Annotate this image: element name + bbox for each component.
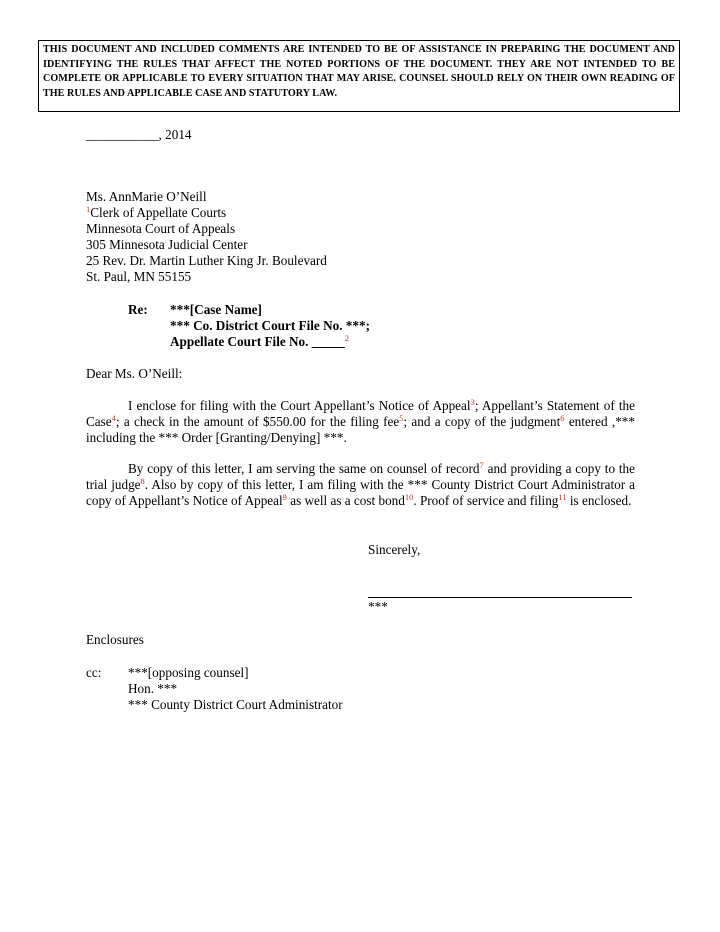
recipient-building: 305 Minnesota Judicial Center [86, 237, 248, 252]
disclaimer-text: THIS DOCUMENT AND INCLUDED COMMENTS ARE INTENDED TO BE OF ASSISTANCE IN PREPARING THE DOCUMENT AND IDENTIFYING THE RULES THAT AFFECT THE NOTED PORTIONS OF THE DOCUMENT. THEY ARE NOT INTENDED TO BE COMPLETE OR APPLICABLE TO EVERY SITUATION THAT MAY ARISE. COUNSEL SHOULD RELY ON THEIR OWN READING OF THE RULES AND APPLICABLE CASE AND STATUTORY LAW. [43, 44, 675, 99]
p2-text-1: By copy of this letter, I am serving the same on counsel of record [128, 461, 480, 476]
re-label: Re: [128, 302, 148, 317]
footnote-marker-9[interactable]: 9 [282, 492, 287, 503]
p2-text-5: . Proof of service and filing [413, 493, 559, 509]
p2-text-4: as well as a cost bond [286, 493, 405, 509]
p1-text-5: entered ,*** including the *** Order [Granting/Denying] ***. [86, 414, 635, 446]
footnote-marker-1[interactable]: 1 [86, 204, 91, 214]
body-paragraph-1 [86, 398, 635, 447]
footnote-marker-5[interactable]: 5 [399, 413, 404, 424]
recipient-org: Minnesota Court of Appeals [86, 221, 236, 236]
footnote-marker-8[interactable]: 8 [140, 476, 145, 487]
closing: Sincerely, [368, 542, 421, 557]
cc-item: Hon. *** [128, 681, 178, 696]
footnote-marker-2[interactable]: 2 [344, 333, 349, 343]
footnote-marker-10[interactable]: 10 [404, 492, 414, 503]
recipient-title-line [86, 205, 226, 221]
p1-text-1: I enclose for filing with the Court Appellant’s Notice of Appeal [128, 398, 471, 413]
date-line: ___________, 2014 [86, 127, 192, 142]
recipient-title: Clerk of Appellate Courts [90, 205, 227, 220]
recipient-street: 25 Rev. Dr. Martin Luther King Jr. Boulevard [86, 253, 327, 268]
cc-item: ***[opposing counsel] [128, 665, 249, 680]
p2-text-2: and providing a copy to the trial judge [86, 461, 635, 493]
disclaimer-box [38, 40, 680, 112]
re-district-file: *** Co. District Court File No. ***; [170, 318, 370, 333]
body-paragraph-2 [86, 461, 635, 510]
footnote-marker-4[interactable]: 4 [111, 413, 116, 424]
recipient-city: St. Paul, MN 55155 [86, 269, 192, 284]
p1-text-3: ; a check in the amount of $550.00 for the filing fee [115, 414, 400, 430]
cc-label: cc: [86, 665, 102, 680]
cc-item: *** County District Court Administrator [128, 697, 343, 712]
signature-name: *** [368, 599, 388, 614]
signature-line [368, 597, 632, 598]
p2-text-6: is enclosed. [566, 493, 632, 509]
salutation: Dear Ms. O’Neill: [86, 366, 183, 381]
footnote-marker-3[interactable]: 3 [470, 397, 475, 407]
footnote-marker-6[interactable]: 6 [560, 413, 565, 424]
enclosures-label: Enclosures [86, 632, 144, 647]
footnote-marker-11[interactable]: 11 [558, 492, 567, 503]
footnote-marker-7[interactable]: 7 [479, 460, 484, 470]
re-appellate-file: Appellate Court File No. _____ [170, 334, 345, 349]
p2-text-3: . Also by copy of this letter, I am filing with the *** County District Court Administrator a copy of Appellant’s Notice of Appeal [86, 477, 635, 509]
recipient-name: Ms. AnnMarie O’Neill [86, 189, 207, 204]
re-appellate-file-line [170, 334, 349, 350]
p1-text-4: ; and a copy of the judgment [403, 414, 561, 430]
re-case-name: ***[Case Name] [170, 302, 262, 317]
p1-text-2: ; Appellant’s Statement of the Case [86, 398, 635, 430]
